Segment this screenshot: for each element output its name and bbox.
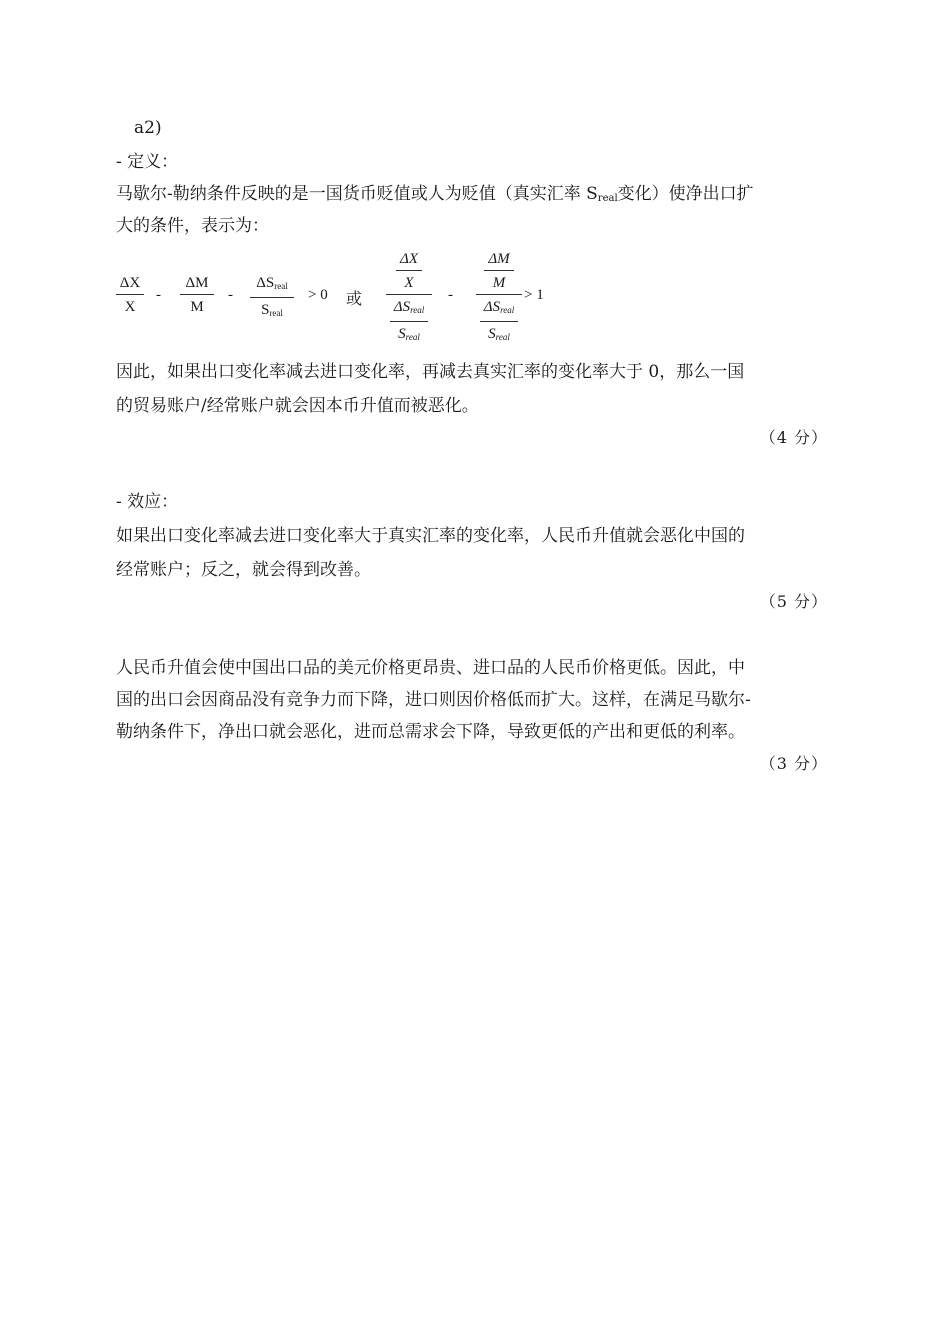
definition-text-subscript: real xyxy=(597,193,618,204)
definition-text-pre: 马歇尔-勒纳条件反映的是一国货币贬值或人为贬值（真实汇率 S xyxy=(116,184,598,204)
section-label: a2) xyxy=(134,118,162,138)
analysis-line-1: 人民币升值会使中国出口品的美元价格更昂贵、进口品的人民币价格更低。因此，中 xyxy=(116,658,745,678)
inner-fraction-bar-2 xyxy=(390,321,428,322)
greater-than-zero: > 0 xyxy=(308,287,328,303)
inner-denominator: M xyxy=(492,275,506,291)
inner-fraction-bar xyxy=(484,270,514,271)
denominator: X xyxy=(124,299,136,315)
effect-line-1: 如果出口变化率减去进口变化率大于真实汇率的变化率，人民币升值就会恶化中国的 xyxy=(116,526,745,546)
score-badge-1: （4 分） xyxy=(759,428,828,447)
denominator: Sreal xyxy=(261,302,283,318)
definition-text-line-1 xyxy=(116,182,754,211)
main-fraction-bar xyxy=(386,294,432,295)
inner-numerator: ΔX xyxy=(400,251,418,267)
effect-heading: - 效应： xyxy=(116,492,179,512)
effect-line-2: 经常账户；反之，就会得到改善。 xyxy=(116,560,371,580)
greater-than-one: > 1 xyxy=(524,287,544,303)
minus-sign: - xyxy=(156,287,161,303)
analysis-line-3: 勒纳条件下，净出口就会恶化，进而总需求会下降，导致更低的产出和更低的利率。 xyxy=(116,722,745,742)
fraction-bar xyxy=(180,294,214,295)
definition-text-line-2: 大的条件，表示为： xyxy=(116,216,269,236)
numerator: ΔSreal xyxy=(256,275,288,291)
inner-fraction-bar xyxy=(396,270,422,271)
definition-text-post: 变化）使净出口扩 xyxy=(617,184,754,204)
inner-denominator-2: Sreal xyxy=(488,326,510,342)
score-badge-2: （5 分） xyxy=(759,592,828,611)
minus-sign: - xyxy=(228,287,233,303)
fraction-real-exchange-rate xyxy=(250,274,294,322)
numerator: ΔX xyxy=(119,275,141,291)
definition-heading: - 定义： xyxy=(116,152,179,172)
compound-fraction-import xyxy=(476,250,522,346)
main-fraction-bar xyxy=(476,294,522,295)
numerator: ΔM xyxy=(185,275,209,291)
minus-sign: - xyxy=(448,287,453,303)
fraction-import-rate xyxy=(180,274,214,316)
inner-numerator: ΔM xyxy=(488,251,510,267)
fraction-bar xyxy=(250,297,294,298)
or-word: 或 xyxy=(346,289,363,308)
conclusion-line-1: 因此，如果出口变化率减去进口变化率，再减去真实汇率的变化率大于 0，那么一国 xyxy=(116,362,745,382)
inner-numerator-2: ΔSreal xyxy=(483,299,515,315)
inner-fraction-bar-2 xyxy=(480,321,518,322)
inner-numerator-2: ΔSreal xyxy=(393,299,425,315)
conclusion-line-2: 的贸易账户/经常账户就会因本币升值而被恶化。 xyxy=(116,396,479,416)
fraction-bar xyxy=(116,294,144,295)
fraction-export-rate xyxy=(116,274,144,316)
inner-denominator-2: Sreal xyxy=(398,326,420,342)
analysis-line-2: 国的出口会因商品没有竞争力而下降，进口则因价格低而扩大。这样，在满足马歇尔- xyxy=(116,690,751,710)
score-badge-3: （3 分） xyxy=(759,754,828,773)
inner-denominator: X xyxy=(404,275,414,291)
denominator: M xyxy=(190,299,204,315)
compound-fraction-export xyxy=(386,250,432,346)
